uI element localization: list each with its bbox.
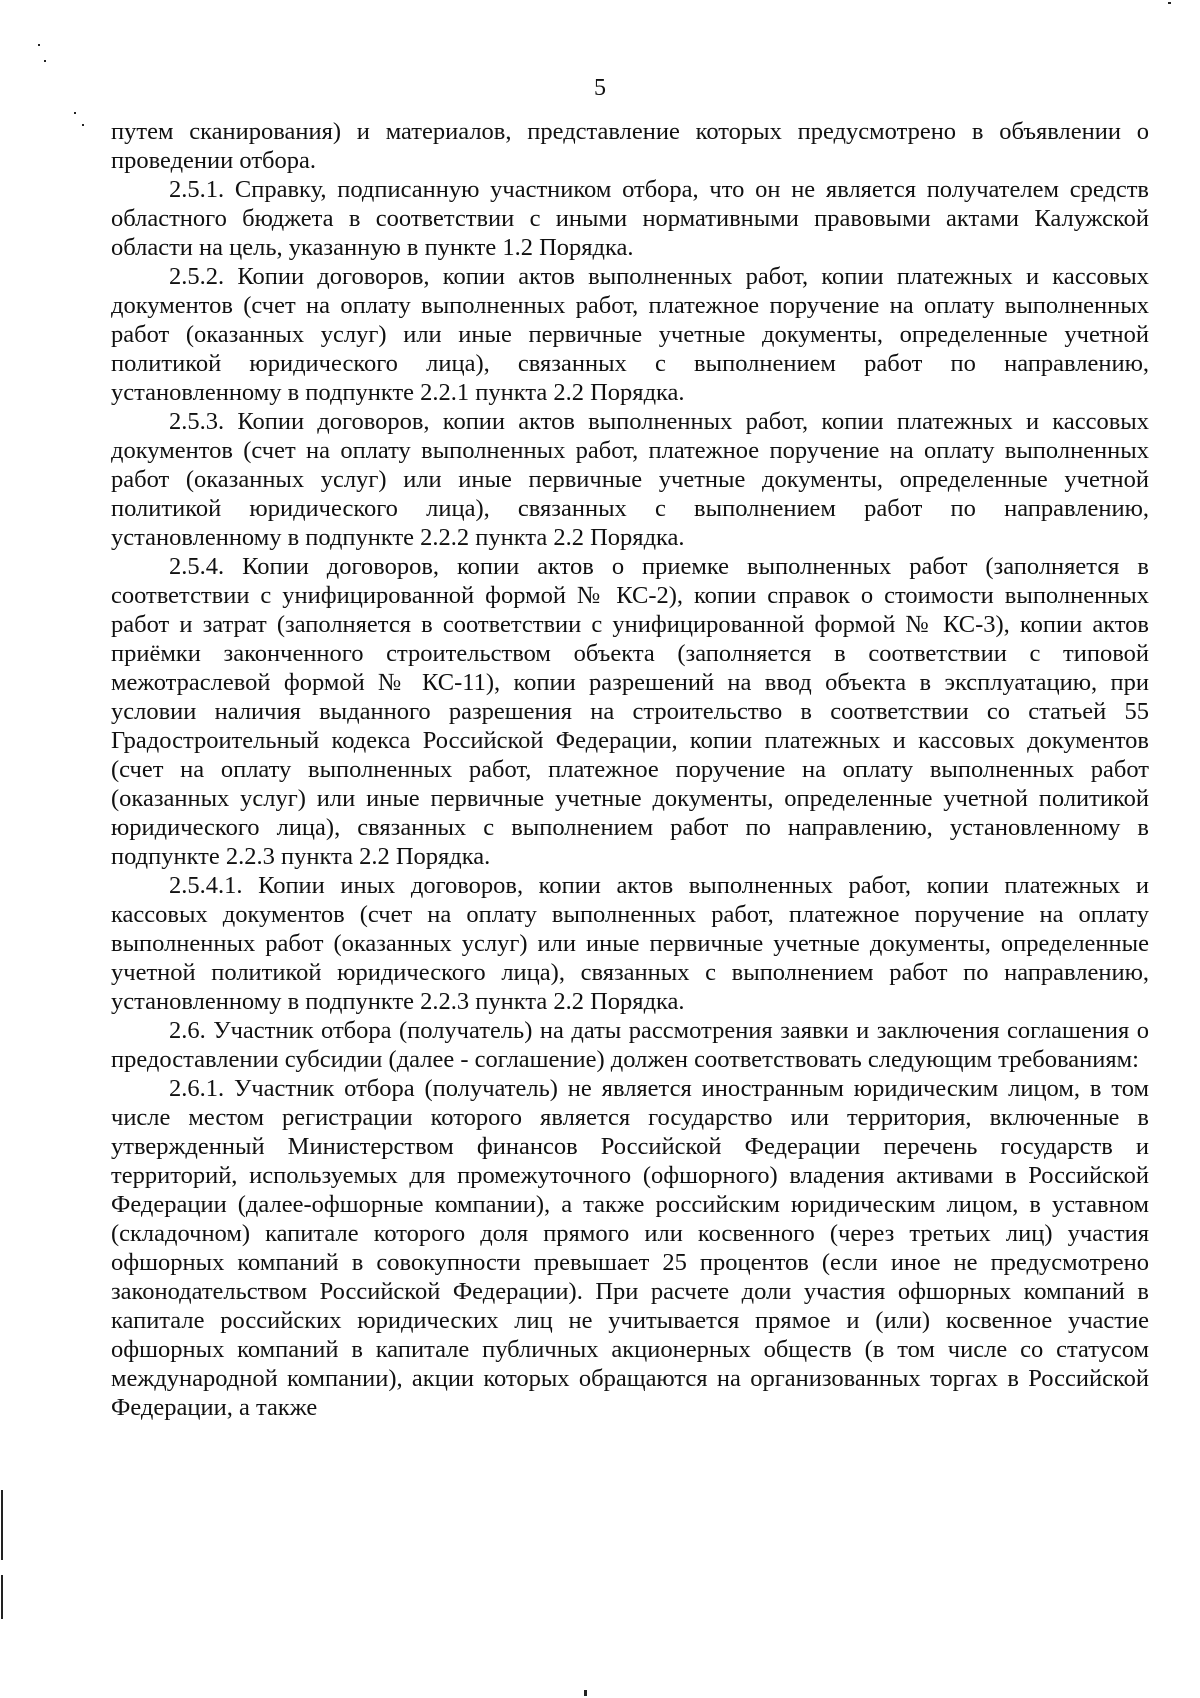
scan-speck [74,112,76,114]
scan-speck [584,1690,587,1696]
paragraph-2-5-2: 2.5.2. Копии договоров, копии актов выполненных работ, копии платежных и кассовых документов (счет на оплату выполненных работ, платежное поручение на оплату выполненных работ (оказанных услуг) или иные первичные учетные документы, определенные учетной политикой юридического лица), связанных с выполнением работ по направлению, установленному в подпункте 2.2.1 пункта 2.2 Порядка. [111,263,1149,406]
scan-speck [38,44,40,46]
paragraph-2-5-1: 2.5.1. Справку, подписанную участником отбора, что он не является получателем средств областного бюджета в соответствии с иными нормативными правовыми актами Калужской области на цель, указанную в пункте 1.2 Порядка. [111,176,1149,261]
paragraph-2-6: 2.6. Участник отбора (получатель) на даты рассмотрения заявки и заключения соглашения о предоставлении субсидии (далее - соглашение) должен соответствовать следующим требованиям: [111,1017,1149,1073]
paragraph-2-5-4: 2.5.4. Копии договоров, копии актов о приемке выполненных работ (заполняется в соответствии с унифицированной формой № КС-2), копии справок о стоимости выполненных работ и затрат (заполняется в соответствии с унифицированной формой № КС-3), копии актов приёмки законченного строительством объекта (заполняется в соответствии с типовой межотраслевой формой № КС-11), копии разрешений на ввод объекта в эксплуатацию, при условии наличия выданного разрешения на строительство в соответствии со статьей 55 Градостроительный кодекса Российской Федерации, копии платежных и кассовых документов (счет на оплату выполненных работ, платежное поручение на оплату выполненных работ (оказанных услуг) или иные первичные учетные документы, определенные учетной политикой юридического лица), связанных с выполнением работ по направлению, установленному в подпункте 2.2.3 пункта 2.2 Порядка. [111,553,1149,870]
scan-speck [44,60,46,62]
paragraph-2-6-1: 2.6.1. Участник отбора (получатель) не является иностранным юридическим лицом, в том числе местом регистрации которого является государство или территория, включенные в утвержденный Министерством финансов Российской Федерации перечень государств и территорий, используемых для промежуточного (офшорного) владения активами в Российской Федерации (далее-офшорные компании), а также российским юридическим лицом, в уставном (складочном) капитале которого доля прямого или косвенного (через третьих лиц) участия офшорных компаний в совокупности превышает 25 процентов (если иное не предусмотрено законодательством Российской Федерации). При расчете доли участия офшорных компаний в капитале российских юридических лиц не учитывается прямое и (или) косвенное участие офшорных компаний в капитале публичных акционерных обществ (в том числе со статусом международной компании), акции которых обращаются на организованных торгах в Российской Федерации, а также [111,1075,1149,1421]
scan-edge-line [1,1575,3,1619]
scan-edge-line [1,1490,3,1560]
paragraph-continuation: путем сканирования) и материалов, представление которых предусмотрено в объявлении о проведении отбора. [111,118,1149,174]
paragraph-2-5-4-1: 2.5.4.1. Копии иных договоров, копии актов выполненных работ, копии платежных и кассовых документов (счет на оплату выполненных работ, платежное поручение на оплату выполненных работ (оказанных услуг) или иные первичные учетные документы, определенные учетной политикой юридического лица), связанных с выполнением работ по направлению, установленному в подпункте 2.2.3 пункта 2.2 Порядка. [111,872,1149,1015]
paragraph-2-5-3: 2.5.3. Копии договоров, копии актов выполненных работ, копии платежных и кассовых документов (счет на оплату выполненных работ, платежное поручение на оплату выполненных работ (оказанных услуг) или иные первичные учетные документы, определенные учетной политикой юридического лица), связанных с выполнением работ по направлению, установленному в подпункте 2.2.2 пункта 2.2 Порядка. [111,408,1149,551]
scan-speck [82,124,84,126]
page-number: 5 [594,75,606,101]
scan-speck [1168,2,1171,4]
document-body [111,117,1149,1422]
